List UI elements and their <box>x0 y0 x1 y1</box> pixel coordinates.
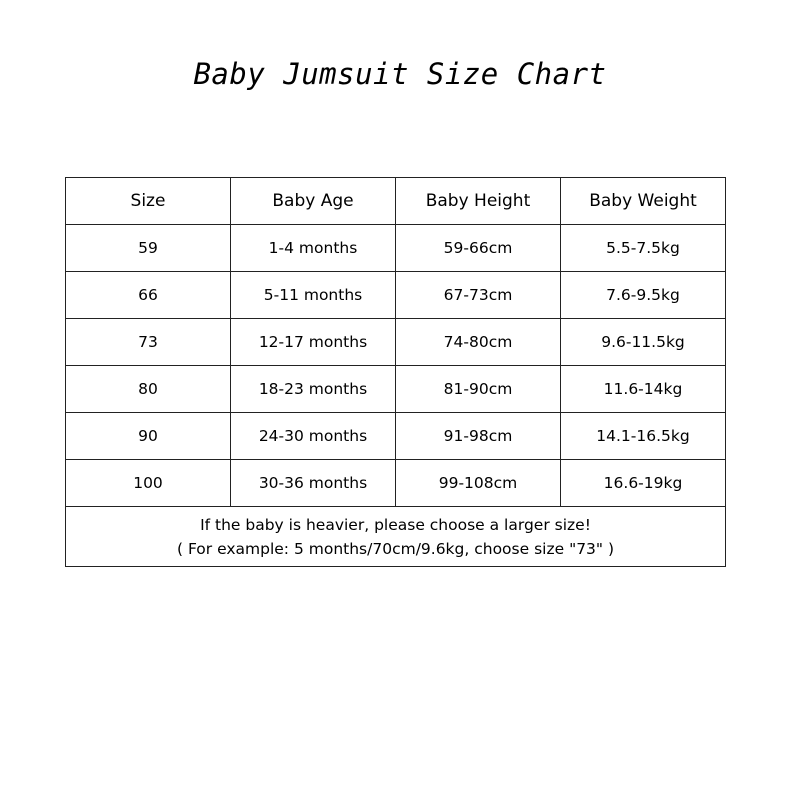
height-cell: 74-80cm <box>396 319 561 366</box>
note-row <box>66 507 726 567</box>
size-cell: 59 <box>66 225 231 272</box>
table-header-row <box>66 178 726 225</box>
age-cell: 30-36 months <box>231 460 396 507</box>
height-cell: 59-66cm <box>396 225 561 272</box>
age-cell: 18-23 months <box>231 366 396 413</box>
weight-cell: 9.6-11.5kg <box>561 319 726 366</box>
age-cell: 5-11 months <box>231 272 396 319</box>
table-row <box>66 272 726 319</box>
size-cell: 100 <box>66 460 231 507</box>
page-title: Baby Jumsuit Size Chart <box>193 57 607 91</box>
column-header-size: Size <box>66 178 231 225</box>
table-row <box>66 413 726 460</box>
size-cell: 80 <box>66 366 231 413</box>
size-note <box>66 507 726 567</box>
weight-cell: 7.6-9.5kg <box>561 272 726 319</box>
weight-cell: 5.5-7.5kg <box>561 225 726 272</box>
age-cell: 1-4 months <box>231 225 396 272</box>
table-row <box>66 460 726 507</box>
column-header-baby-height: Baby Height <box>396 178 561 225</box>
weight-cell: 11.6-14kg <box>561 366 726 413</box>
size-chart-table <box>65 177 726 567</box>
height-cell: 67-73cm <box>396 272 561 319</box>
size-cell: 66 <box>66 272 231 319</box>
table-row <box>66 366 726 413</box>
weight-cell: 14.1-16.5kg <box>561 413 726 460</box>
height-cell: 81-90cm <box>396 366 561 413</box>
weight-cell: 16.6-19kg <box>561 460 726 507</box>
height-cell: 99-108cm <box>396 460 561 507</box>
height-cell: 91-98cm <box>396 413 561 460</box>
age-cell: 12-17 months <box>231 319 396 366</box>
table-row <box>66 319 726 366</box>
size-cell: 90 <box>66 413 231 460</box>
size-cell: 73 <box>66 319 231 366</box>
note-line-example: ( For example: 5 months/70cm/9.6kg, choose size "73" ) <box>176 539 615 558</box>
note-line-heavier-baby: If the baby is heavier, please choose a larger size! <box>200 515 591 534</box>
table-row <box>66 225 726 272</box>
column-header-baby-weight: Baby Weight <box>561 178 726 225</box>
column-header-baby-age: Baby Age <box>231 178 396 225</box>
age-cell: 24-30 months <box>231 413 396 460</box>
